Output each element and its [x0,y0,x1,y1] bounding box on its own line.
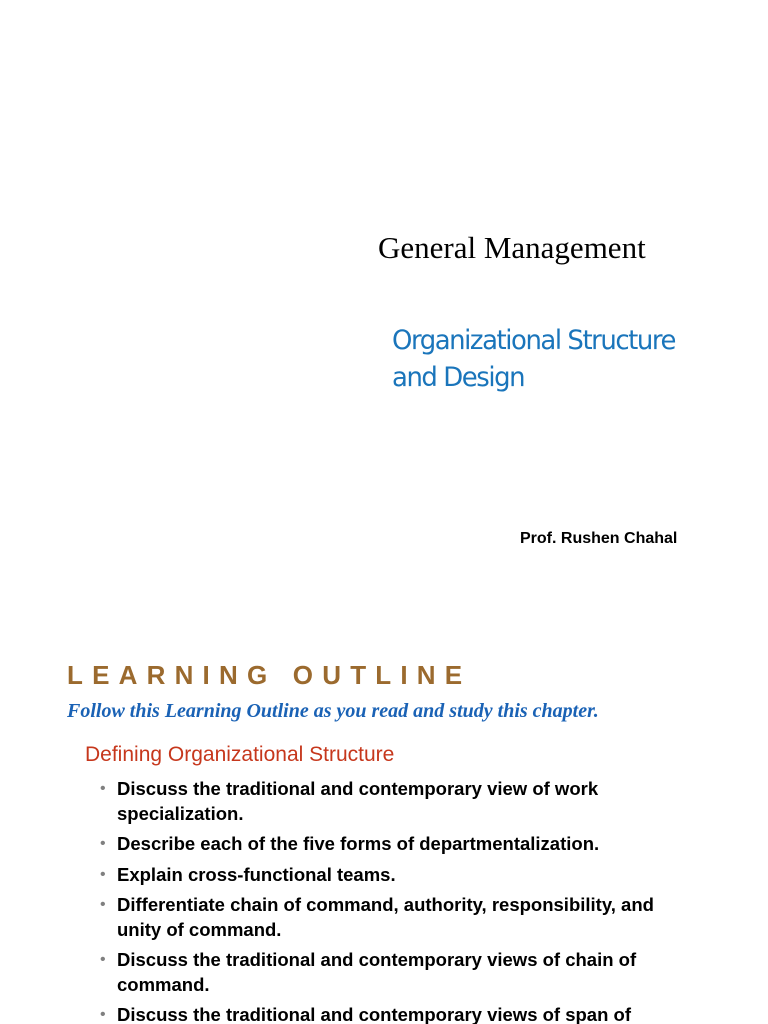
learning-outline-instruction: Follow this Learning Outline as you read and study this chapter. [67,700,599,722]
bullet-icon: • [100,865,106,883]
list-item-text: Discuss the traditional and contemporary view of work specialization. [117,778,599,824]
list-item [100,948,690,997]
list-item-text: Differentiate chain of command, authority, responsibility, and unity of command. [117,894,654,940]
list-item-text: Explain cross-functional teams. [117,863,396,885]
bullet-icon: • [100,835,106,852]
list-item [100,832,690,857]
learning-objectives-list [100,777,690,1024]
bullet-icon: • [100,951,106,968]
subtitle-line-1: Organizational Structure [392,325,676,356]
section-heading: Defining Organizational Structure [85,743,395,766]
list-item-text: Discuss the traditional and contemporary views of span of [117,1004,631,1024]
bullet-icon: • [100,780,106,797]
list-item-text: Describe each of the five forms of departmentalization. [117,833,600,854]
list-item-text: Discuss the traditional and contemporary views of chain of command. [117,949,637,995]
bullet-icon: • [100,1006,106,1023]
list-item [100,863,690,888]
learning-outline-heading: LEARNING OUTLINE [67,660,472,690]
bullet-icon: • [100,896,106,913]
list-item [100,893,690,942]
list-item [100,777,690,826]
author-name: Prof. Rushen Chahal [520,530,678,547]
page-subtitle [392,322,738,396]
page-title: General Management [378,230,646,265]
list-item [100,1003,690,1024]
subtitle-line-2: and Design [392,362,525,393]
